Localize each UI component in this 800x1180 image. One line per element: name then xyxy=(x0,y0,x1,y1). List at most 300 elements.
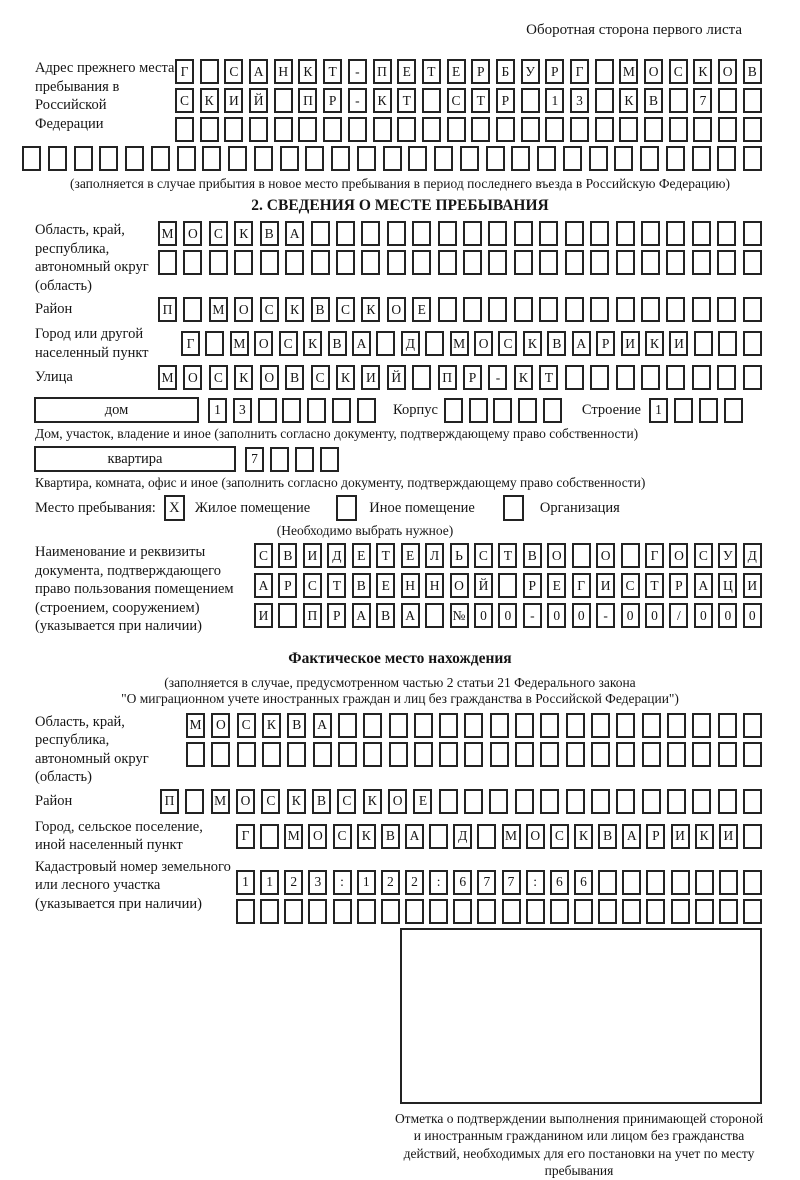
char-cell[interactable] xyxy=(666,365,685,390)
char-cell[interactable] xyxy=(493,398,512,423)
char-cell[interactable] xyxy=(590,221,609,246)
char-cell[interactable] xyxy=(566,742,585,767)
char-cell[interactable] xyxy=(434,146,453,171)
char-cell[interactable] xyxy=(205,331,224,356)
char-cell[interactable] xyxy=(646,870,665,895)
char-cell[interactable] xyxy=(224,117,243,142)
char-cell[interactable]: М xyxy=(158,221,177,246)
char-cell[interactable]: 6 xyxy=(574,870,593,895)
char-cell[interactable] xyxy=(405,899,424,924)
char-cell[interactable]: С xyxy=(336,297,355,322)
char-cell[interactable] xyxy=(422,117,441,142)
char-cell[interactable] xyxy=(490,742,509,767)
char-cell[interactable]: К xyxy=(234,365,253,390)
char-cell[interactable] xyxy=(591,742,610,767)
char-cell[interactable] xyxy=(285,250,304,275)
char-cell[interactable] xyxy=(641,297,660,322)
char-cell[interactable] xyxy=(498,573,517,598)
char-cell[interactable] xyxy=(616,221,635,246)
char-cell[interactable] xyxy=(543,398,562,423)
char-cell[interactable] xyxy=(521,117,540,142)
char-cell[interactable] xyxy=(667,742,686,767)
char-cell[interactable] xyxy=(539,221,558,246)
char-cell[interactable] xyxy=(743,899,762,924)
char-cell[interactable]: 1 xyxy=(357,870,376,895)
char-cell[interactable] xyxy=(616,713,635,738)
char-cell[interactable]: Н xyxy=(401,573,420,598)
stay-checkbox-other[interactable] xyxy=(336,495,357,521)
char-cell[interactable] xyxy=(397,117,416,142)
char-cell[interactable]: Р xyxy=(278,573,297,598)
char-cell[interactable]: 7 xyxy=(477,870,496,895)
char-cell[interactable]: Р xyxy=(646,824,665,849)
char-cell[interactable] xyxy=(717,146,736,171)
char-cell[interactable]: В xyxy=(547,331,566,356)
char-cell[interactable] xyxy=(692,789,711,814)
char-cell[interactable]: Й xyxy=(387,365,406,390)
char-cell[interactable] xyxy=(488,250,507,275)
char-cell[interactable] xyxy=(743,146,762,171)
char-cell[interactable] xyxy=(598,899,617,924)
char-cell[interactable] xyxy=(743,117,762,142)
char-cell[interactable] xyxy=(260,250,279,275)
char-cell[interactable]: В xyxy=(523,543,542,568)
char-cell[interactable]: Й xyxy=(474,573,493,598)
char-cell[interactable]: - xyxy=(523,603,542,628)
char-cell[interactable] xyxy=(667,789,686,814)
char-cell[interactable]: П xyxy=(298,88,317,113)
char-cell[interactable] xyxy=(463,250,482,275)
char-cell[interactable]: А xyxy=(572,331,591,356)
char-cell[interactable]: 7 xyxy=(502,870,521,895)
char-cell[interactable] xyxy=(621,543,640,568)
char-cell[interactable] xyxy=(74,146,93,171)
char-cell[interactable] xyxy=(671,870,690,895)
char-cell[interactable]: И xyxy=(669,331,688,356)
char-cell[interactable]: 3 xyxy=(570,88,589,113)
char-cell[interactable] xyxy=(666,221,685,246)
char-cell[interactable] xyxy=(570,117,589,142)
char-cell[interactable]: 7 xyxy=(245,447,264,472)
char-cell[interactable] xyxy=(622,899,641,924)
char-cell[interactable] xyxy=(486,146,505,171)
char-cell[interactable]: В xyxy=(328,331,347,356)
char-cell[interactable]: Т xyxy=(422,59,441,84)
char-cell[interactable]: К xyxy=(645,331,664,356)
char-cell[interactable] xyxy=(619,117,638,142)
char-cell[interactable] xyxy=(540,713,559,738)
char-cell[interactable] xyxy=(591,789,610,814)
char-cell[interactable] xyxy=(598,870,617,895)
char-cell[interactable] xyxy=(338,713,357,738)
char-cell[interactable] xyxy=(574,899,593,924)
char-cell[interactable] xyxy=(646,899,665,924)
char-cell[interactable] xyxy=(332,398,351,423)
char-cell[interactable]: К xyxy=(336,365,355,390)
char-cell[interactable] xyxy=(488,221,507,246)
char-cell[interactable] xyxy=(464,789,483,814)
char-cell[interactable]: Е xyxy=(376,573,395,598)
char-cell[interactable] xyxy=(389,713,408,738)
char-cell[interactable] xyxy=(589,146,608,171)
char-cell[interactable] xyxy=(282,398,301,423)
char-cell[interactable] xyxy=(614,146,633,171)
char-cell[interactable] xyxy=(717,297,736,322)
char-cell[interactable]: К xyxy=(363,789,382,814)
char-cell[interactable]: А xyxy=(352,331,371,356)
char-cell[interactable] xyxy=(724,398,743,423)
char-cell[interactable]: О xyxy=(254,331,273,356)
char-cell[interactable]: Р xyxy=(496,88,515,113)
char-cell[interactable]: О xyxy=(236,789,255,814)
char-cell[interactable]: С xyxy=(333,824,352,849)
char-cell[interactable]: А xyxy=(313,713,332,738)
char-cell[interactable]: К xyxy=(361,297,380,322)
char-cell[interactable] xyxy=(692,221,711,246)
char-cell[interactable]: Ь xyxy=(450,543,469,568)
char-cell[interactable] xyxy=(515,742,534,767)
char-cell[interactable]: С xyxy=(669,59,688,84)
char-cell[interactable]: И xyxy=(719,824,738,849)
char-cell[interactable]: С xyxy=(474,543,493,568)
char-cell[interactable] xyxy=(566,713,585,738)
char-cell[interactable]: Г xyxy=(572,573,591,598)
char-cell[interactable]: 2 xyxy=(381,870,400,895)
char-cell[interactable]: В xyxy=(352,573,371,598)
char-cell[interactable] xyxy=(563,146,582,171)
char-cell[interactable]: Т xyxy=(376,543,395,568)
char-cell[interactable]: С xyxy=(621,573,640,598)
char-cell[interactable]: К xyxy=(298,59,317,84)
char-cell[interactable]: К xyxy=(619,88,638,113)
char-cell[interactable] xyxy=(622,870,641,895)
char-cell[interactable] xyxy=(477,899,496,924)
char-cell[interactable]: 6 xyxy=(453,870,472,895)
char-cell[interactable] xyxy=(515,713,534,738)
char-cell[interactable] xyxy=(526,899,545,924)
char-cell[interactable]: Т xyxy=(397,88,416,113)
char-cell[interactable]: С xyxy=(498,331,517,356)
char-cell[interactable] xyxy=(565,221,584,246)
char-cell[interactable] xyxy=(743,824,762,849)
char-cell[interactable] xyxy=(381,899,400,924)
char-cell[interactable]: В xyxy=(598,824,617,849)
char-cell[interactable] xyxy=(641,221,660,246)
char-cell[interactable] xyxy=(99,146,118,171)
char-cell[interactable] xyxy=(540,789,559,814)
char-cell[interactable]: А xyxy=(285,221,304,246)
char-cell[interactable]: С xyxy=(337,789,356,814)
char-cell[interactable] xyxy=(666,250,685,275)
char-cell[interactable]: - xyxy=(348,59,367,84)
char-cell[interactable] xyxy=(305,146,324,171)
char-cell[interactable]: 0 xyxy=(547,603,566,628)
char-cell[interactable] xyxy=(336,221,355,246)
char-cell[interactable] xyxy=(414,742,433,767)
char-cell[interactable] xyxy=(361,250,380,275)
char-cell[interactable] xyxy=(463,297,482,322)
char-cell[interactable] xyxy=(274,117,293,142)
char-cell[interactable]: 1 xyxy=(208,398,227,423)
char-cell[interactable] xyxy=(695,870,714,895)
char-cell[interactable]: И xyxy=(361,365,380,390)
char-cell[interactable]: Г xyxy=(645,543,664,568)
char-cell[interactable] xyxy=(692,713,711,738)
char-cell[interactable] xyxy=(496,117,515,142)
char-cell[interactable] xyxy=(200,117,219,142)
char-cell[interactable]: М xyxy=(158,365,177,390)
char-cell[interactable] xyxy=(718,331,737,356)
char-cell[interactable] xyxy=(48,146,67,171)
char-cell[interactable]: 6 xyxy=(550,870,569,895)
char-cell[interactable]: М xyxy=(186,713,205,738)
char-cell[interactable] xyxy=(425,603,444,628)
char-cell[interactable]: О xyxy=(644,59,663,84)
char-cell[interactable]: Д xyxy=(743,543,762,568)
char-cell[interactable] xyxy=(177,146,196,171)
char-cell[interactable]: К xyxy=(695,824,714,849)
char-cell[interactable] xyxy=(590,365,609,390)
char-cell[interactable]: М xyxy=(209,297,228,322)
char-cell[interactable]: О xyxy=(669,543,688,568)
char-cell[interactable]: Р xyxy=(327,603,346,628)
char-cell[interactable] xyxy=(692,250,711,275)
char-cell[interactable]: М xyxy=(211,789,230,814)
char-cell[interactable] xyxy=(718,88,737,113)
char-cell[interactable] xyxy=(453,899,472,924)
char-cell[interactable] xyxy=(616,789,635,814)
char-cell[interactable]: С xyxy=(254,543,273,568)
char-cell[interactable] xyxy=(692,742,711,767)
char-cell[interactable]: И xyxy=(671,824,690,849)
char-cell[interactable]: : xyxy=(429,870,448,895)
char-cell[interactable] xyxy=(743,297,762,322)
char-cell[interactable]: П xyxy=(160,789,179,814)
char-cell[interactable]: М xyxy=(230,331,249,356)
char-cell[interactable]: Д xyxy=(327,543,346,568)
char-cell[interactable]: И xyxy=(224,88,243,113)
char-cell[interactable] xyxy=(514,297,533,322)
char-cell[interactable] xyxy=(336,250,355,275)
char-cell[interactable]: К xyxy=(285,297,304,322)
char-cell[interactable]: С xyxy=(209,365,228,390)
char-cell[interactable] xyxy=(490,713,509,738)
char-cell[interactable]: Г xyxy=(570,59,589,84)
char-cell[interactable] xyxy=(158,250,177,275)
char-cell[interactable]: 0 xyxy=(645,603,664,628)
char-cell[interactable]: М xyxy=(284,824,303,849)
char-cell[interactable] xyxy=(539,297,558,322)
char-cell[interactable]: - xyxy=(348,88,367,113)
char-cell[interactable] xyxy=(260,824,279,849)
char-cell[interactable]: П xyxy=(438,365,457,390)
char-cell[interactable] xyxy=(333,899,352,924)
char-cell[interactable] xyxy=(308,899,327,924)
char-cell[interactable]: С xyxy=(175,88,194,113)
char-cell[interactable] xyxy=(642,742,661,767)
char-cell[interactable] xyxy=(616,742,635,767)
char-cell[interactable]: В xyxy=(278,543,297,568)
char-cell[interactable]: Р xyxy=(669,573,688,598)
char-cell[interactable]: 0 xyxy=(474,603,493,628)
char-cell[interactable] xyxy=(387,221,406,246)
char-cell[interactable] xyxy=(249,117,268,142)
char-cell[interactable]: Е xyxy=(413,789,432,814)
char-cell[interactable]: С xyxy=(303,573,322,598)
char-cell[interactable]: Т xyxy=(539,365,558,390)
char-cell[interactable]: П xyxy=(158,297,177,322)
char-cell[interactable] xyxy=(186,742,205,767)
char-cell[interactable] xyxy=(717,365,736,390)
char-cell[interactable]: 7 xyxy=(693,88,712,113)
char-cell[interactable] xyxy=(363,713,382,738)
char-cell[interactable]: И xyxy=(621,331,640,356)
char-cell[interactable] xyxy=(185,789,204,814)
char-cell[interactable]: У xyxy=(718,543,737,568)
char-cell[interactable] xyxy=(183,297,202,322)
char-cell[interactable] xyxy=(22,146,41,171)
char-cell[interactable]: В xyxy=(381,824,400,849)
char-cell[interactable] xyxy=(439,713,458,738)
char-cell[interactable] xyxy=(287,742,306,767)
char-cell[interactable] xyxy=(412,250,431,275)
char-cell[interactable]: О xyxy=(474,331,493,356)
char-cell[interactable] xyxy=(566,789,585,814)
char-cell[interactable] xyxy=(695,899,714,924)
char-cell[interactable] xyxy=(616,297,635,322)
char-cell[interactable]: С xyxy=(694,543,713,568)
char-cell[interactable] xyxy=(565,250,584,275)
char-cell[interactable]: С xyxy=(237,713,256,738)
char-cell[interactable] xyxy=(590,297,609,322)
char-cell[interactable]: И xyxy=(303,543,322,568)
char-cell[interactable]: Н xyxy=(425,573,444,598)
char-cell[interactable] xyxy=(311,250,330,275)
char-cell[interactable]: С xyxy=(209,221,228,246)
char-cell[interactable]: О xyxy=(183,221,202,246)
char-cell[interactable]: 2 xyxy=(405,870,424,895)
char-cell[interactable]: Т xyxy=(645,573,664,598)
char-cell[interactable]: О xyxy=(547,543,566,568)
char-cell[interactable] xyxy=(471,117,490,142)
char-cell[interactable] xyxy=(262,742,281,767)
char-cell[interactable]: 1 xyxy=(236,870,255,895)
char-cell[interactable]: Н xyxy=(274,59,293,84)
char-cell[interactable]: С xyxy=(224,59,243,84)
char-cell[interactable] xyxy=(550,899,569,924)
char-cell[interactable] xyxy=(274,88,293,113)
char-cell[interactable] xyxy=(183,250,202,275)
char-cell[interactable] xyxy=(469,398,488,423)
char-cell[interactable]: О xyxy=(526,824,545,849)
char-cell[interactable] xyxy=(412,365,431,390)
char-cell[interactable]: О xyxy=(388,789,407,814)
char-cell[interactable]: А xyxy=(694,573,713,598)
stay-checkbox-organization[interactable] xyxy=(503,495,524,521)
char-cell[interactable] xyxy=(545,117,564,142)
char-cell[interactable]: - xyxy=(596,603,615,628)
char-cell[interactable]: А xyxy=(249,59,268,84)
char-cell[interactable] xyxy=(175,117,194,142)
char-cell[interactable]: О xyxy=(183,365,202,390)
char-cell[interactable] xyxy=(616,250,635,275)
char-cell[interactable] xyxy=(511,146,530,171)
char-cell[interactable]: Г xyxy=(236,824,255,849)
char-cell[interactable] xyxy=(595,117,614,142)
char-cell[interactable] xyxy=(565,365,584,390)
char-cell[interactable] xyxy=(718,742,737,767)
char-cell[interactable] xyxy=(717,250,736,275)
char-cell[interactable]: Р xyxy=(523,573,542,598)
char-cell[interactable] xyxy=(209,250,228,275)
char-cell[interactable]: Д xyxy=(401,331,420,356)
char-cell[interactable]: В xyxy=(376,603,395,628)
char-cell[interactable]: 2 xyxy=(284,870,303,895)
char-cell[interactable]: В xyxy=(285,365,304,390)
char-cell[interactable]: А xyxy=(352,603,371,628)
char-cell[interactable]: О xyxy=(596,543,615,568)
char-cell[interactable]: И xyxy=(596,573,615,598)
char-cell[interactable]: / xyxy=(669,603,688,628)
char-cell[interactable] xyxy=(644,117,663,142)
char-cell[interactable] xyxy=(539,250,558,275)
char-cell[interactable] xyxy=(616,365,635,390)
char-cell[interactable] xyxy=(666,146,685,171)
char-cell[interactable]: Г xyxy=(181,331,200,356)
char-cell[interactable]: К xyxy=(514,365,533,390)
char-cell[interactable]: № xyxy=(450,603,469,628)
char-cell[interactable] xyxy=(236,899,255,924)
char-cell[interactable]: О xyxy=(387,297,406,322)
char-cell[interactable] xyxy=(447,117,466,142)
char-cell[interactable]: Е xyxy=(412,297,431,322)
char-cell[interactable]: Е xyxy=(397,59,416,84)
char-cell[interactable] xyxy=(429,824,448,849)
char-cell[interactable] xyxy=(373,117,392,142)
char-cell[interactable] xyxy=(338,742,357,767)
char-cell[interactable]: Р xyxy=(596,331,615,356)
char-cell[interactable] xyxy=(743,88,762,113)
char-cell[interactable]: К xyxy=(693,59,712,84)
char-cell[interactable] xyxy=(667,713,686,738)
char-cell[interactable] xyxy=(463,221,482,246)
char-cell[interactable] xyxy=(363,742,382,767)
char-cell[interactable] xyxy=(488,297,507,322)
char-cell[interactable] xyxy=(590,250,609,275)
char-cell[interactable] xyxy=(718,117,737,142)
char-cell[interactable] xyxy=(270,447,289,472)
char-cell[interactable] xyxy=(438,250,457,275)
char-cell[interactable]: К xyxy=(373,88,392,113)
char-cell[interactable]: 0 xyxy=(694,603,713,628)
char-cell[interactable] xyxy=(718,789,737,814)
char-cell[interactable] xyxy=(743,870,762,895)
char-cell[interactable] xyxy=(376,331,395,356)
char-cell[interactable] xyxy=(307,398,326,423)
char-cell[interactable] xyxy=(669,117,688,142)
char-cell[interactable]: С xyxy=(447,88,466,113)
char-cell[interactable] xyxy=(669,88,688,113)
char-cell[interactable] xyxy=(357,899,376,924)
char-cell[interactable]: М xyxy=(502,824,521,849)
char-cell[interactable]: В xyxy=(311,297,330,322)
char-cell[interactable]: А xyxy=(622,824,641,849)
char-cell[interactable]: Е xyxy=(401,543,420,568)
char-cell[interactable]: М xyxy=(619,59,638,84)
char-cell[interactable]: : xyxy=(526,870,545,895)
char-cell[interactable]: О xyxy=(211,713,230,738)
char-cell[interactable] xyxy=(125,146,144,171)
